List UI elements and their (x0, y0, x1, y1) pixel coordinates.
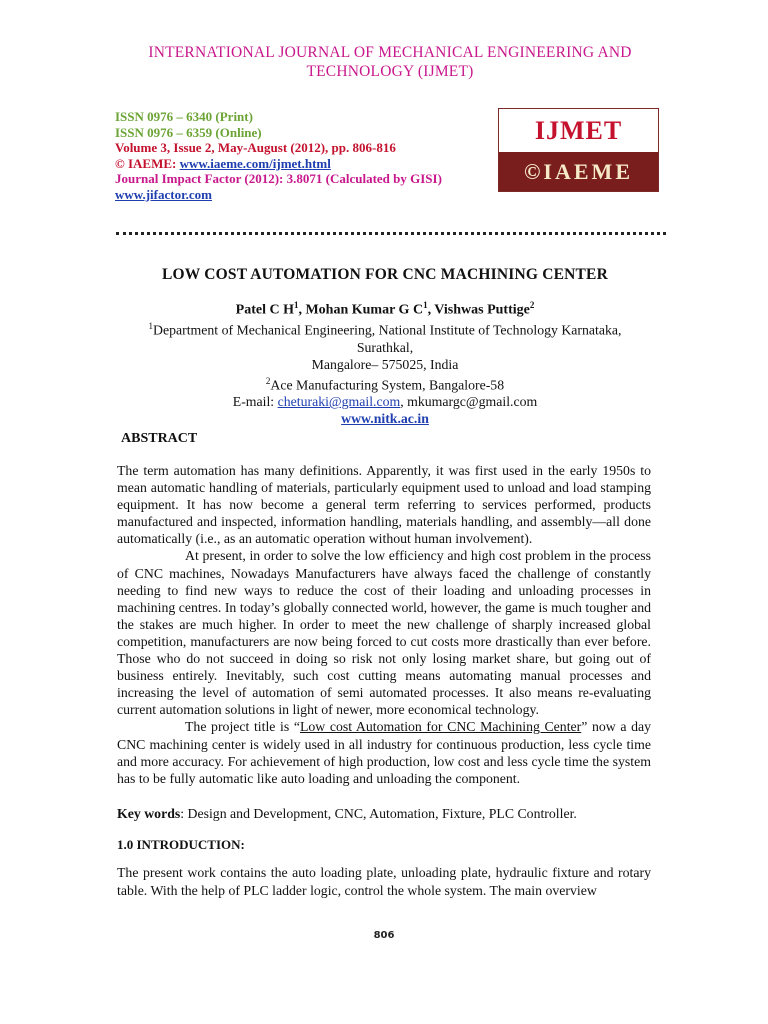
impact-factor: Journal Impact Factor (2012): 3.8071 (Calculated by GISI) (115, 171, 442, 186)
abstract-body (117, 462, 651, 787)
page-number: 806 (373, 930, 395, 941)
ijmet-logo (498, 108, 659, 192)
iaeme-link[interactable]: www.iaeme.com/ijmet.html (179, 155, 331, 171)
introduction-text: The present work contains the auto loading plate, unloading plate, hydraulic fixture and rotary table. With the help of PLC ladder logic, control the whole system. The main overview (117, 865, 651, 898)
email-2: , mkumargc@gmail.com (400, 394, 538, 410)
keywords-text: : Design and Development, CNC, Automation, Fixture, PLC Controller. (180, 806, 577, 821)
volume-info: Volume 3, Issue 2, May-August (2012), pp. 806-816 (115, 140, 396, 155)
abstract-heading: ABSTRACT (121, 431, 198, 446)
journal-title-line1: INTERNATIONAL JOURNAL OF MECHANICAL ENGINEERING AND (148, 44, 632, 61)
affiliation-2 (100, 373, 670, 394)
journal-title (100, 43, 680, 81)
keywords-label: Key words (117, 806, 181, 821)
logo-ijmet-text: IJMET (534, 116, 623, 145)
website-link[interactable]: www.nitk.ac.in (341, 411, 429, 427)
project-title-link: Low cost Automation for CNC Machining Center (299, 719, 582, 735)
author-2-sup: 1 (423, 300, 428, 310)
jifactor-link[interactable]: www.jifactor.com (115, 186, 212, 202)
abstract-p3-start: The project title is “ (185, 719, 300, 735)
author-1-sup: 1 (293, 300, 299, 310)
issn-print: ISSN 0976 – 6340 (Print) (115, 109, 253, 124)
email-link-1[interactable]: cheturaki@gmail.com (277, 394, 401, 410)
paper-title: LOW COST AUTOMATION FOR CNC MACHINING CENTER (161, 266, 608, 283)
header-divider (116, 232, 666, 235)
authors-line (100, 300, 670, 319)
author-3-sup: 2 (529, 300, 535, 310)
abstract-paragraph-3 (117, 718, 651, 786)
email-line (100, 393, 670, 410)
journal-info-block (115, 109, 442, 202)
affiliations (100, 318, 670, 427)
iaeme-prefix: © IAEME: (115, 155, 180, 171)
author-1: Patel C H (235, 302, 294, 318)
abstract-paragraph-2: At present, in order to solve the low efficiency and high cost problem in the process of CNC machines, Nowadays Manufacturers have always faced the challenge of constantly needing to find new ways to reduce the cost of their loading and unloading processes in machining centres. In today’s globally connected world, however, the game is much tougher and the stakes are much higher. In order to meet the new challenge of sharply increased global competition, manufacturers are now being forced to cut costs more drastically than ever before. Those who do not succeed in doing so risk not only losing market share, but going out of business entirely. Inevitably, such cost cutting means automating manual processes and increasing the level of automation of semi automated processes. It also means re-evaluating current automation solutions in light of newer, more economical technology. (117, 548, 651, 718)
affiliation-2-sup: 2 (265, 375, 271, 386)
keywords (117, 806, 651, 822)
abstract-paragraph-1: The term automation has many definitions. Apparently, it was first used in the early 1950s to mean automatic handling of materials, particularly equipment used to unload and load stamping equipment. It has now become a general term referring to services performed, products manufactured and inspected, information handling, materials handling, and assembly—all done automatically (i.e., as an automatic operation without human involvement). (117, 463, 651, 547)
website-line (100, 410, 670, 427)
journal-title-line2: TECHNOLOGY (IJMET) (306, 63, 474, 80)
affiliation-1-text: Department of Mechanical Engineering, National Institute of Technology Karnataka, (153, 322, 622, 338)
author-2: , Mohan Kumar G C (298, 302, 424, 318)
issn-online: ISSN 0976 – 6359 (Online) (115, 124, 262, 140)
email-label: E-mail: (232, 394, 278, 410)
iaeme-line (115, 156, 442, 172)
logo-iaeme-text: ©IAEME (499, 152, 658, 191)
author-3: , Vishwas Puttige (427, 302, 530, 318)
introduction-heading: 1.0 INTRODUCTION: (117, 837, 245, 852)
abstract-p3-end: ” now a day CNC machining center is widely used in all industry for continuous production, less cycle time and more accuracy. For achievement of high production, low cost and less cycle time the system has to be fully automatic like auto loading and unloading the component. (117, 719, 651, 786)
affiliation-1-line3: Mangalore– 575025, India (311, 356, 459, 372)
affiliation-2-text: Ace Manufacturing System, Bangalore-58 (270, 377, 505, 393)
affiliation-1-line2: Surathkal, (356, 339, 414, 355)
affiliation-1-sup: 1 (148, 321, 153, 331)
affiliation-1-line1 (100, 318, 670, 339)
